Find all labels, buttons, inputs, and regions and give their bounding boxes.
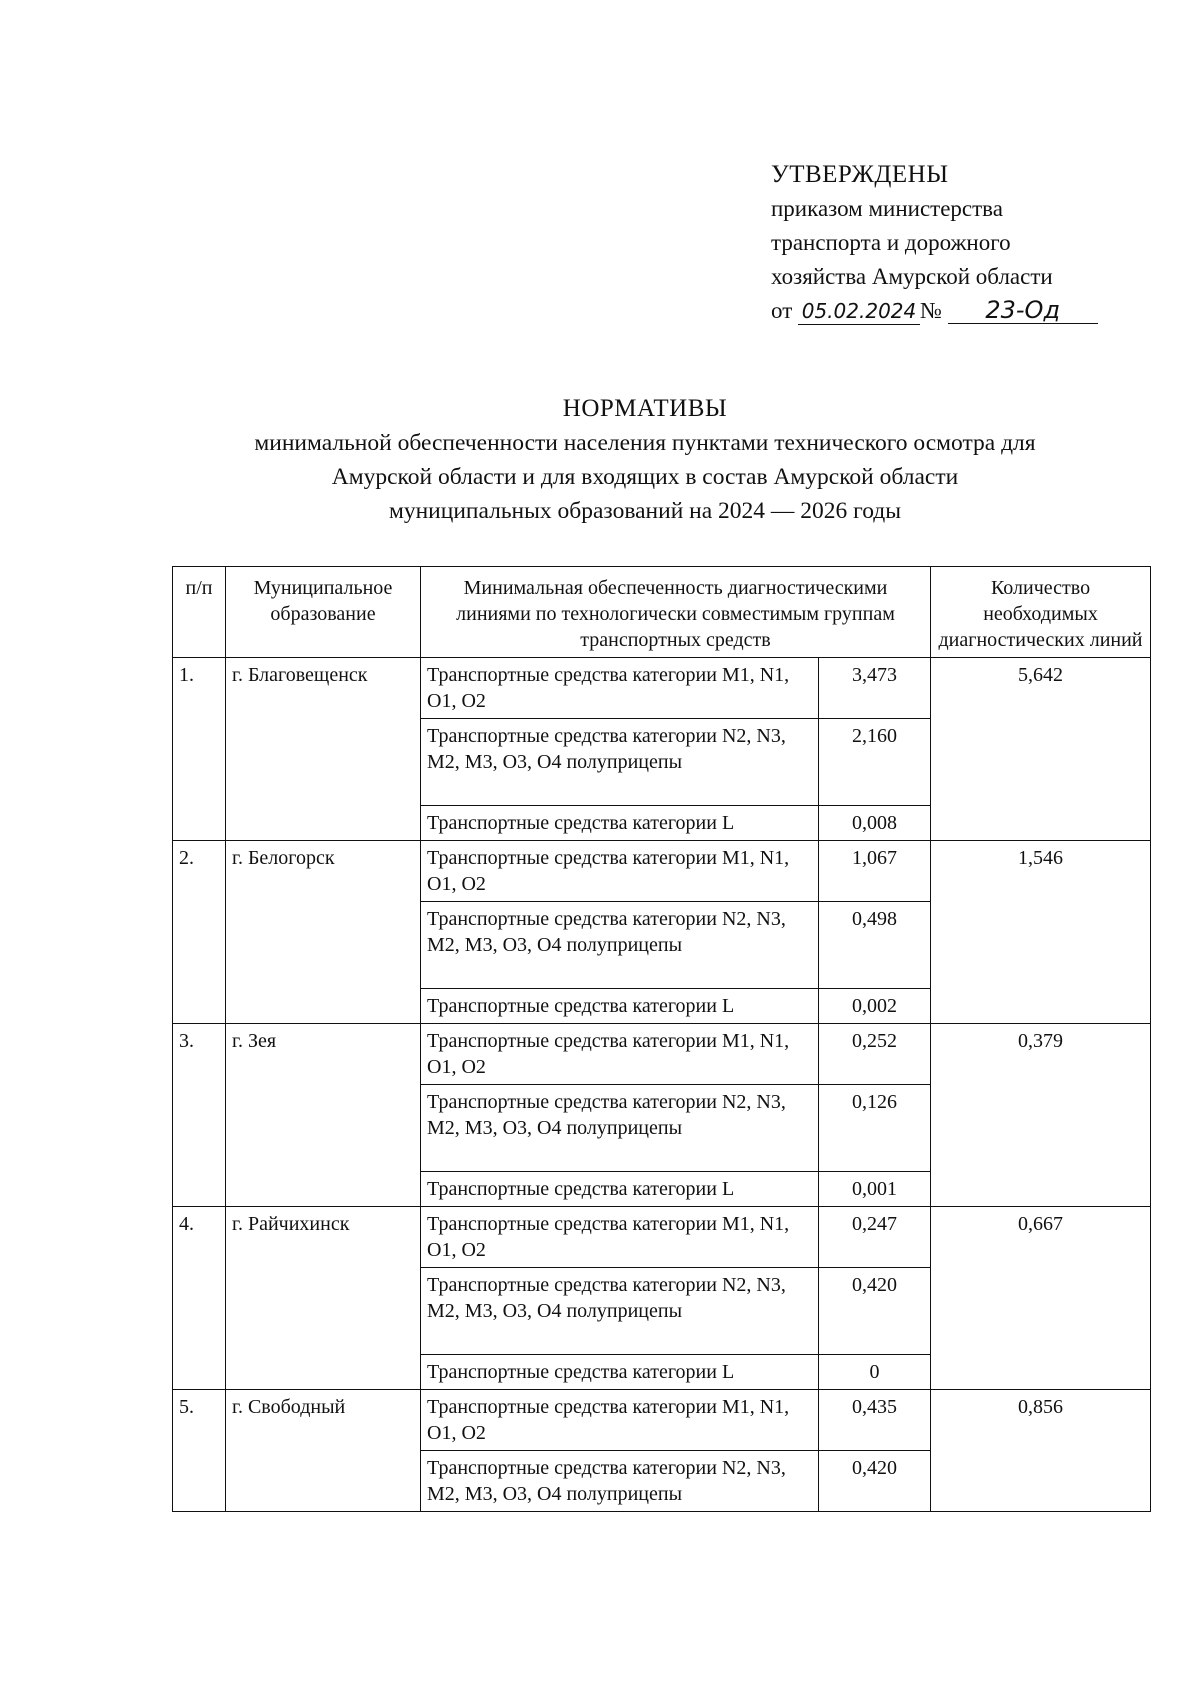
header-total: Количество необходимых диагностических линий — [931, 567, 1151, 658]
row-num: 4. — [173, 1207, 226, 1390]
category-value: 0,252 — [819, 1024, 931, 1085]
document-subtitle-line: Амурской области и для входящих в состав Амурской области — [331, 464, 959, 490]
category-value: 0,498 — [819, 902, 931, 989]
category-value: 2,160 — [819, 719, 931, 806]
category-label: Транспортные средства категории N2, N3, M2, M3, O3, O4 полуприцепы — [421, 1451, 819, 1512]
row-municipality: г. Благовещенск — [226, 658, 421, 841]
date-prefix: от — [771, 298, 793, 323]
row-total: 1,546 — [931, 841, 1151, 1024]
row-num: 2. — [173, 841, 226, 1024]
row-total: 0,379 — [931, 1024, 1151, 1207]
category-label: Транспортные средства категории L — [421, 1172, 819, 1207]
category-value: 0 — [819, 1355, 931, 1390]
category-value: 0,420 — [819, 1268, 931, 1355]
order-date: 05.02.2024 — [798, 298, 920, 325]
table-row — [173, 841, 1151, 902]
approval-line: транспорта и дорожного — [771, 230, 1011, 255]
category-value: 0,001 — [819, 1172, 931, 1207]
category-value: 1,067 — [819, 841, 931, 902]
number-sign: № — [920, 298, 942, 323]
category-value: 0,420 — [819, 1451, 931, 1512]
table-row — [173, 658, 1151, 719]
order-line — [771, 294, 1121, 328]
category-value: 0,008 — [819, 806, 931, 841]
table-row — [173, 1207, 1151, 1268]
category-label: Транспортные средства категории N2, N3, M2, M3, O3, O4 полуприцепы — [421, 719, 819, 806]
approval-line: приказом министерства — [771, 196, 1003, 221]
table-row — [173, 1390, 1151, 1451]
category-value: 0,247 — [819, 1207, 931, 1268]
row-total: 0,667 — [931, 1207, 1151, 1390]
category-value: 0,435 — [819, 1390, 931, 1451]
category-label: Транспортные средства категории L — [421, 1355, 819, 1390]
row-num: 1. — [173, 658, 226, 841]
category-label: Транспортные средства категории M1, N1, O1, O2 — [421, 841, 819, 902]
row-municipality: г. Райчихинск — [226, 1207, 421, 1390]
approval-stamp — [771, 158, 1121, 328]
category-label: Транспортные средства категории L — [421, 989, 819, 1024]
document-title: НОРМАТИВЫ — [562, 395, 728, 422]
row-municipality: г. Зея — [226, 1024, 421, 1207]
table-header-row — [173, 567, 1151, 658]
row-municipality: г. Белогорск — [226, 841, 421, 1024]
row-num: 3. — [173, 1024, 226, 1207]
category-value: 3,473 — [819, 658, 931, 719]
table-row — [173, 1024, 1151, 1085]
row-total: 5,642 — [931, 658, 1151, 841]
category-label: Транспортные средства категории N2, N3, M2, M3, O3, O4 полуприцепы — [421, 1085, 819, 1172]
category-label: Транспортные средства категории N2, N3, M2, M3, O3, O4 полуприцепы — [421, 1268, 819, 1355]
category-label: Транспортные средства категории M1, N1, O1, O2 — [421, 1024, 819, 1085]
category-label: Транспортные средства категории L — [421, 806, 819, 841]
category-label: Транспортные средства категории N2, N3, M2, M3, O3, O4 полуприцепы — [421, 902, 819, 989]
document-subtitle-line: минимальной обеспеченности населения пунктами технического осмотра для — [254, 430, 1036, 456]
order-number: 23-Од — [948, 297, 1098, 324]
approval-line: хозяйства Амурской области — [771, 264, 1053, 289]
document-subtitle-line: муниципальных образований на 2024 — 2026 годы — [388, 498, 902, 524]
row-num: 5. — [173, 1390, 226, 1512]
category-label: Транспортные средства категории M1, N1, O1, O2 — [421, 1390, 819, 1451]
row-total: 0,856 — [931, 1390, 1151, 1512]
approval-heading: УТВЕРЖДЕНЫ — [771, 161, 949, 188]
header-min-supply: Минимальная обеспеченность диагностическими линиями по технологически совместимым группам транспортных средств — [421, 567, 931, 658]
category-label: Транспортные средства категории M1, N1, O1, O2 — [421, 658, 819, 719]
document-title-block — [150, 392, 1140, 528]
category-value: 0,126 — [819, 1085, 931, 1172]
row-municipality: г. Свободный — [226, 1390, 421, 1512]
category-value: 0,002 — [819, 989, 931, 1024]
category-label: Транспортные средства категории M1, N1, O1, O2 — [421, 1207, 819, 1268]
header-municipality: Муниципальное образование — [226, 567, 421, 658]
header-num: п/п — [173, 567, 226, 658]
norms-table — [172, 566, 1151, 1512]
